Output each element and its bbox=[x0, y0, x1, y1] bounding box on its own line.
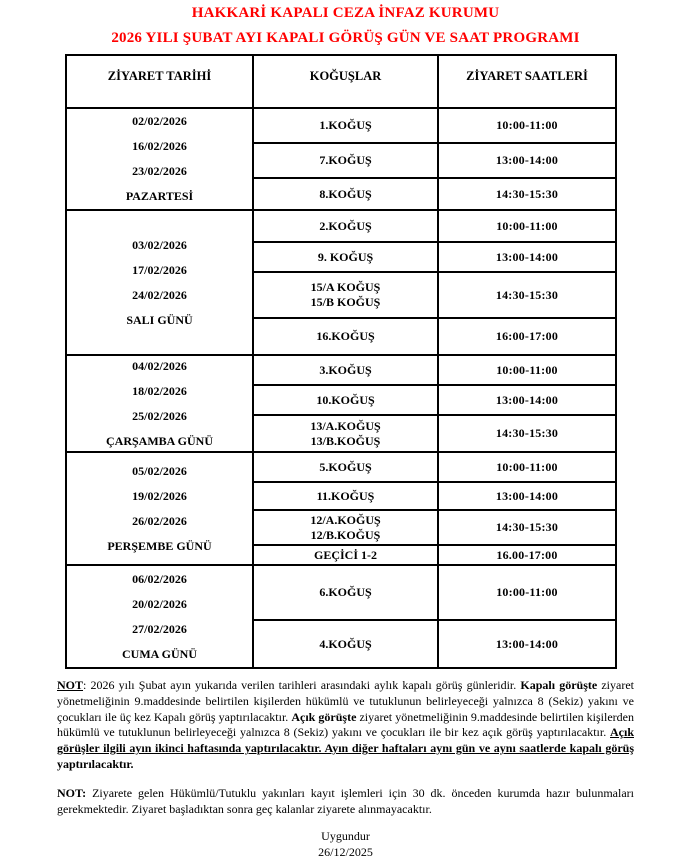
date-stack bbox=[67, 572, 252, 662]
approval-date: 26/12/2025 bbox=[318, 844, 373, 859]
visit-time-cell: 13:00-14:00 bbox=[438, 482, 616, 510]
ward-cell bbox=[253, 318, 438, 355]
visit-date: 25/02/2026 bbox=[132, 408, 187, 423]
ward-cell bbox=[253, 620, 438, 668]
visit-date: 27/02/2026 bbox=[132, 621, 187, 636]
note-2 bbox=[57, 786, 634, 818]
ward-name: 16.KOĞUŞ bbox=[316, 329, 375, 343]
visit-date-cell bbox=[66, 210, 253, 355]
visit-time-cell: 10:00-11:00 bbox=[438, 452, 616, 482]
visit-date-cell bbox=[66, 108, 253, 210]
col-header-visit-hours: ZİYARET SAATLERİ bbox=[438, 55, 616, 108]
ward-name: 11.KOĞUŞ bbox=[316, 488, 375, 503]
visit-date: 16/02/2026 bbox=[132, 139, 187, 153]
ward-cell bbox=[253, 143, 438, 178]
ward-cell bbox=[253, 272, 438, 318]
table-header-row bbox=[66, 55, 616, 108]
ward-name: 15/A KOĞUŞ bbox=[310, 280, 381, 294]
visit-date-cell bbox=[66, 452, 253, 565]
visit-date: 20/02/2026 bbox=[132, 596, 187, 611]
visit-date: 06/02/2026 bbox=[132, 571, 187, 586]
ward-cell bbox=[253, 545, 438, 565]
day-name: CUMA GÜNÜ bbox=[122, 646, 197, 661]
schedule-row bbox=[66, 355, 616, 385]
visit-time-cell: 13:00-14:00 bbox=[438, 143, 616, 178]
ward-name: 12/A.KOĞUŞ bbox=[310, 512, 381, 527]
note-segment: Açık görüşte bbox=[291, 709, 357, 724]
visit-date-cell bbox=[66, 355, 253, 452]
visit-time-cell: 10:00-11:00 bbox=[438, 210, 616, 242]
ward-name: 2.KOĞUŞ bbox=[319, 218, 372, 233]
ward-name: 4.KOĞUŞ bbox=[319, 636, 372, 651]
ward-name: 13/A.KOĞUŞ bbox=[310, 418, 381, 433]
ward-cell bbox=[253, 482, 438, 510]
note-segment: : 2026 yılı Şubat ayın yukarıda verilen tarihleri arasındaki aylık kapalı görüş günleridir. bbox=[83, 678, 521, 692]
notes-section bbox=[57, 678, 634, 818]
ward-name: 10.KOĞUŞ bbox=[316, 392, 375, 407]
ward-cell bbox=[253, 565, 438, 620]
ward-name: GEÇİCİ 1-2 bbox=[313, 547, 377, 562]
col-header-wards: KOĞUŞLAR bbox=[253, 55, 438, 108]
note-segment: NOT: bbox=[57, 785, 87, 800]
visit-date: 19/02/2026 bbox=[132, 488, 187, 503]
visit-time-cell: 10:00-11:00 bbox=[438, 355, 616, 385]
approval-text: Uygundur bbox=[321, 828, 370, 843]
visit-date: 05/02/2026 bbox=[132, 463, 187, 478]
visit-time-cell: 13:00-14:00 bbox=[438, 620, 616, 668]
date-stack bbox=[67, 114, 252, 204]
note-segment: ziyaret yönetmeliğinin 9.maddesinde belirtilen kişilerden hükümlü ve tutuklunun belirleyeceği yalnızca 8 (Sekiz) yakını ve çocukları ile bir kez açık görüş yaptırılacaktır. bbox=[57, 709, 634, 740]
document-title-line2: 2026 YILI ŞUBAT AYI KAPALI GÖRÜŞ GÜN VE SAAT PROGRAMI bbox=[111, 30, 580, 46]
schedule-row bbox=[66, 452, 616, 482]
schedule-table-body bbox=[66, 108, 616, 668]
ward-cell bbox=[253, 415, 438, 452]
ward-name: 7.KOĞUŞ bbox=[319, 153, 372, 167]
visit-date: 03/02/2026 bbox=[132, 237, 187, 252]
document-title-line1: HAKKARİ KAPALI CEZA İNFAZ KURUMU bbox=[191, 5, 500, 21]
day-name: PERŞEMBE GÜNÜ bbox=[107, 538, 212, 553]
visit-time-cell: 14:30-15:30 bbox=[438, 178, 616, 210]
visit-date: 24/02/2026 bbox=[132, 287, 187, 302]
col-header-visit-date: ZİYARET TARİHİ bbox=[66, 55, 253, 108]
ward-name: 5.KOĞUŞ bbox=[319, 459, 372, 474]
ward-cell bbox=[253, 452, 438, 482]
note-segment: Ziyarete gelen Hükümlü/Tutuklu yakınları kayıt işlemleri için 30 dk. önceden kurumda hazır bulunmaları gerekmektedir. Ziyaret başladıktan sonra geç kalanlar ziyarete alınmayacaktır. bbox=[57, 785, 634, 816]
note-segment: yaptırılacaktır. bbox=[57, 757, 134, 772]
ward-name: 15/B KOĞUŞ bbox=[310, 295, 381, 309]
ward-name: 1.KOĞUŞ bbox=[319, 118, 372, 132]
ward-name: 9. KOĞUŞ bbox=[317, 249, 374, 264]
visit-time-cell: 10:00-11:00 bbox=[438, 108, 616, 143]
date-stack bbox=[67, 464, 252, 554]
ward-cell bbox=[253, 385, 438, 415]
day-name: ÇARŞAMBA GÜNÜ bbox=[105, 433, 213, 448]
visit-date: 17/02/2026 bbox=[132, 262, 187, 277]
day-name: PAZARTESİ bbox=[125, 189, 194, 203]
visit-time-cell: 16.00-17:00 bbox=[438, 545, 616, 565]
ward-cell bbox=[253, 510, 438, 545]
ward-cell bbox=[253, 210, 438, 242]
visit-date: 02/02/2026 bbox=[132, 114, 187, 128]
visit-time-cell: 14:30-15:30 bbox=[438, 415, 616, 452]
date-stack bbox=[67, 238, 252, 328]
ward-cell bbox=[253, 355, 438, 385]
day-name: SALI GÜNÜ bbox=[126, 312, 193, 327]
date-stack bbox=[67, 359, 252, 449]
ward-name: 13/B.KOĞUŞ bbox=[310, 433, 381, 448]
visit-date-cell bbox=[66, 565, 253, 668]
ward-name: 12/B.KOĞUŞ bbox=[310, 527, 381, 542]
visit-date: 26/02/2026 bbox=[132, 513, 187, 528]
ward-name: 8.KOĞUŞ bbox=[319, 186, 372, 201]
visit-date: 04/02/2026 bbox=[132, 358, 187, 373]
note-segment: ziyaret yönetmeliğinin 9.maddesinde belirtilen kişilerden hükümlü ve tutuklunun belirleyeceği yalnızca 8 (Sekiz) yakını ve çocukları ile üç kez Kapalı görüş yaptırılacaktır. bbox=[57, 678, 634, 724]
note-segment: Açık görüşler ilgili ayın ikinci haftasında yaptırılacaktır. Ayın diğer haftaları aynı gün ve aynı saatlerde kapalı görüş bbox=[57, 725, 634, 756]
visit-schedule-table bbox=[65, 54, 617, 669]
visit-time-cell: 13:00-14:00 bbox=[438, 242, 616, 272]
visit-time-cell: 14:30-15:30 bbox=[438, 272, 616, 318]
ward-cell bbox=[253, 178, 438, 210]
ward-cell bbox=[253, 242, 438, 272]
note-segment: NOT bbox=[57, 678, 84, 692]
note-segment: Kapalı görüşte bbox=[520, 678, 598, 692]
visit-date: 18/02/2026 bbox=[132, 383, 187, 398]
visit-time-cell: 10:00-11:00 bbox=[438, 565, 616, 620]
ward-cell bbox=[253, 108, 438, 143]
ward-name: 6.KOĞUŞ bbox=[319, 585, 372, 599]
visit-time-cell: 14:30-15:30 bbox=[438, 510, 616, 545]
schedule-row bbox=[66, 108, 616, 143]
visit-date: 23/02/2026 bbox=[132, 164, 187, 178]
note-1 bbox=[57, 678, 634, 773]
schedule-row bbox=[66, 210, 616, 242]
approval-block bbox=[0, 828, 691, 860]
ward-name: 3.KOĞUŞ bbox=[319, 362, 372, 377]
visit-time-cell: 13:00-14:00 bbox=[438, 385, 616, 415]
schedule-row bbox=[66, 565, 616, 620]
visit-time-cell: 16:00-17:00 bbox=[438, 318, 616, 355]
